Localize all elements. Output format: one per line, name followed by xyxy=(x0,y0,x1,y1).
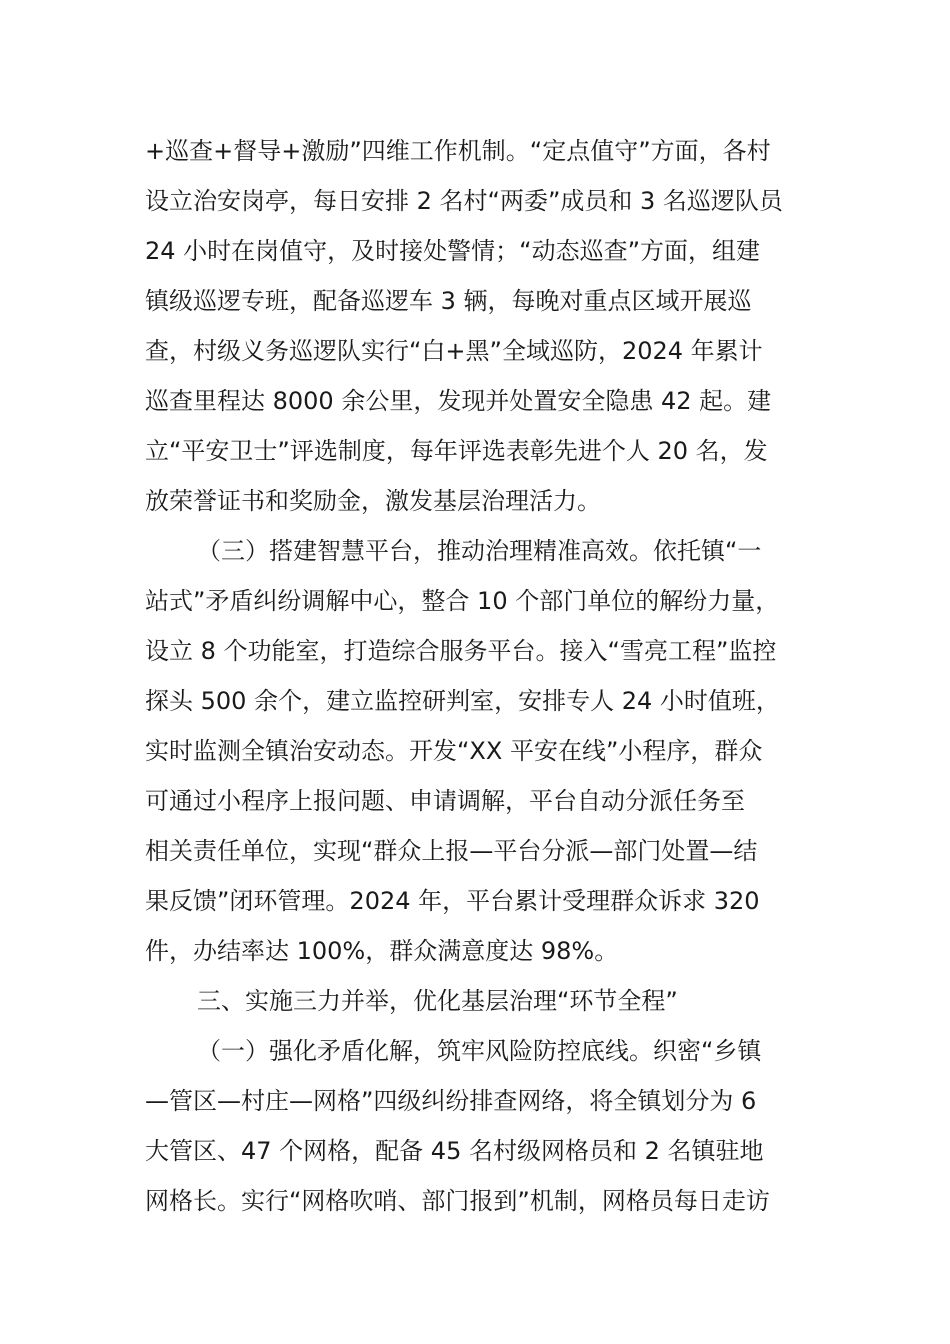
text-line: 可通过小程序上报问题、申请调解，平台自动分派任务至 xyxy=(145,787,745,815)
text-line: 相关责任单位，实现“群众上报—平台分派—部门处置—结 xyxy=(145,837,758,865)
text-line: 设立治安岗亭，每日安排 2 名村“两委”成员和 3 名巡逻队员 xyxy=(145,187,783,215)
text-line: 查，村级义务巡逻队实行“白+黑”全域巡防，2024 年累计 xyxy=(145,337,763,365)
text-line: 巡查里程达 8000 余公里，发现并处置安全隐患 42 起。建 xyxy=(145,387,772,415)
text-line: 放荣誉证书和奖励金，激发基层治理活力。 xyxy=(145,487,601,515)
section-heading-line: （三）搭建智慧平台，推动治理精准高效。依托镇“一 xyxy=(197,537,762,565)
text-line: 探头 500 余个，建立监控研判室，安排专人 24 小时值班， xyxy=(145,687,780,715)
section-heading-line: （一）强化矛盾化解，筑牢风险防控底线。织密“乡镇 xyxy=(197,1037,762,1065)
text-line: 24 小时在岗值守，及时接处警情；“动态巡查”方面，组建 xyxy=(145,237,761,265)
text-line: 网格长。实行“网格吹哨、部门报到”机制，网格员每日走访 xyxy=(145,1187,770,1215)
text-line: 立“平安卫士”评选制度，每年评选表彰先进个人 20 名，发 xyxy=(145,437,768,465)
text-line: —管区—村庄—网格”四级纠纷排查网络，将全镇划分为 6 xyxy=(145,1087,757,1115)
text-line: 设立 8 个功能室，打造综合服务平台。接入“雪亮工程”监控 xyxy=(145,637,777,665)
text-line: 件，办结率达 100%，群众满意度达 98%。 xyxy=(145,937,619,965)
text-line: 镇级巡逻专班，配备巡逻车 3 辆，每晚对重点区域开展巡 xyxy=(145,287,752,315)
text-line: 果反馈”闭环管理。2024 年，平台累计受理群众诉求 320 xyxy=(145,887,760,915)
text-line: 站式”矛盾纠纷调解中心，整合 10 个部门单位的解纷力量， xyxy=(145,587,780,615)
text-line: +巡查+督导+激励”四维工作机制。“定点值守”方面，各村 xyxy=(145,137,771,165)
text-line: 实时监测全镇治安动态。开发“XX 平安在线”小程序，群众 xyxy=(145,737,763,765)
text-line: 大管区、47 个网格，配备 45 名村级网格员和 2 名镇驻地 xyxy=(145,1137,764,1165)
document-body xyxy=(145,126,835,1226)
chapter-heading-line: 三、实施三力并举，优化基层治理“环节全程” xyxy=(197,987,678,1015)
